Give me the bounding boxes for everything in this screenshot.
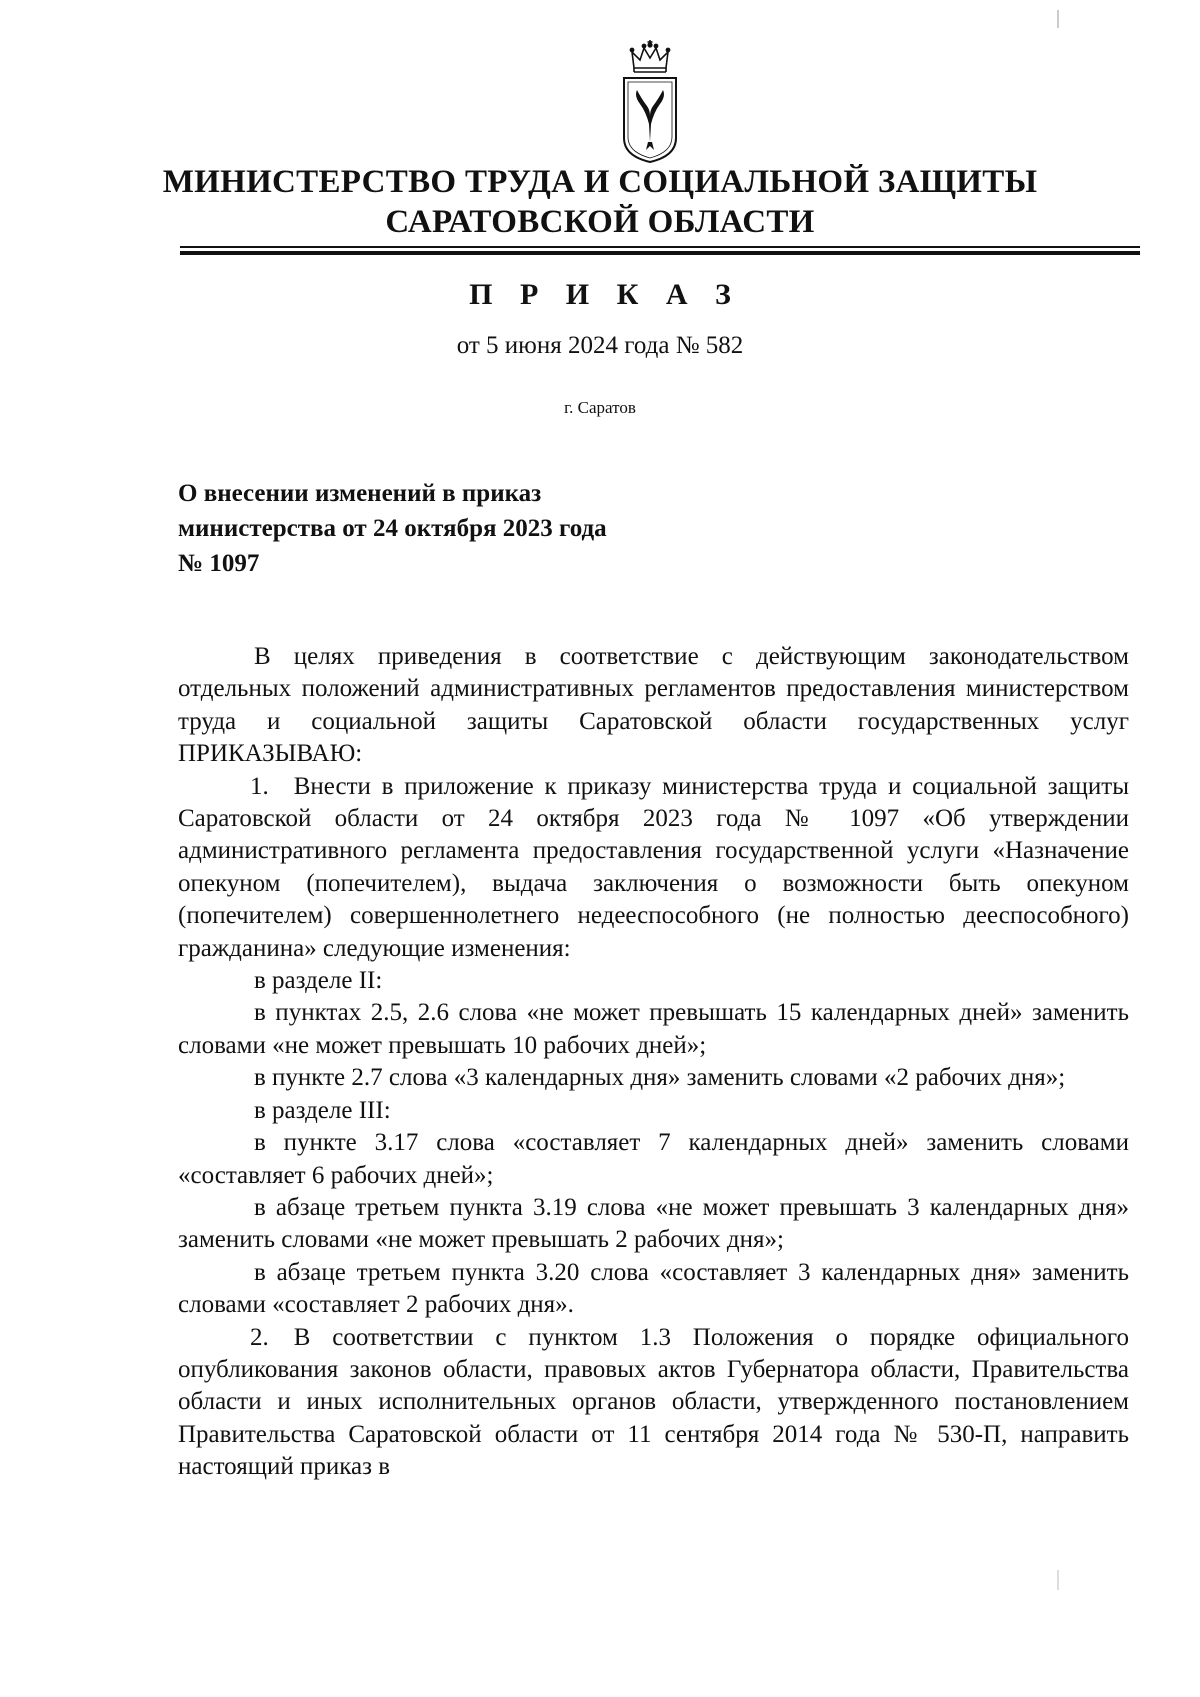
paragraph-section-2: в разделе II:	[254, 967, 383, 995]
paragraph-change-2-5: в пунктах 2.5, 2.6 слова «не может превышать 15 календарных дней» заменить словами «не может превышать 10 рабочих дней»;	[178, 999, 1129, 1059]
ministry-title-line2: САРАТОВСКОЙ ОБЛАСТИ	[385, 204, 815, 240]
paragraph-change-3-17: в пункте 3.17 слова «составляет 7 календарных дней» заменить словами «составляет 6 рабочих дней»;	[178, 1129, 1129, 1189]
document-city: г. Саратов	[564, 398, 636, 417]
paragraph-section-3: в разделе III:	[254, 1096, 391, 1124]
document-body	[178, 641, 1129, 1484]
paragraph-preamble: В целях приведения в соответствие с действующим законодательством отдельных положений административных регламентов предоставления министерством труда и социальной защиты Саратовской области государственных услуг ПРИКАЗЫВАЮ:	[178, 643, 1129, 768]
header-divider-thick	[180, 251, 1140, 255]
document-type: П Р И К А З	[469, 278, 741, 311]
header-divider-thin	[180, 246, 1140, 248]
scan-mark-bottom	[1057, 1570, 1059, 1590]
scan-mark	[1057, 10, 1059, 28]
saratov-coat-of-arms-icon	[610, 38, 690, 166]
subject-line3: № 1097	[178, 550, 260, 577]
paragraph-item-1: 1. Внести в приложение к приказу министерства труда и социальной защиты Саратовской области от 24 октября 2023 года № 1097 «Об утверждении административного регламента предоставления государственной услуги «Назначение опекуном (попечителем), выдача заключения о возможности быть опекуном (попечителем) совершеннолетнего недееспособного (не полностью дееспособного) гражданина» следующие изменения:	[178, 772, 1129, 962]
document-date-number: от 5 июня 2024 года № 582	[456, 332, 744, 359]
ministry-title-line1: МИНИСТЕРСТВО ТРУДА И СОЦИАЛЬНОЙ ЗАЩИТЫ	[162, 164, 1038, 200]
paragraph-change-3-19: в абзаце третьем пункта 3.19 слова «не может превышать 3 календарных дня» заменить словами «не может превышать 2 рабочих дня»;	[178, 1193, 1129, 1254]
paragraph-change-2-7: в пункте 2.7 слова «3 календарных дня» заменить словами «2 рабочих дня»;	[254, 1064, 1066, 1092]
paragraph-item-2: 2. В соответствии с пунктом 1.3 Положения о порядке официального опубликования законов области, правовых актов Губернатора области, Правительства области и иных исполнительных органов области, утвержденного постановлением Правительства Саратовской области от 11 сентября 2014 года № 530-П, направить настоящий приказ в	[178, 1323, 1129, 1481]
subject-line2: министерства от 24 октября 2023 года	[178, 515, 607, 542]
subject-line1: О внесении изменений в приказ	[178, 480, 542, 507]
paragraph-change-3-20: в абзаце третьем пункта 3.20 слова «составляет 3 календарных дня» заменить словами «составляет 2 рабочих дня».	[178, 1258, 1129, 1319]
